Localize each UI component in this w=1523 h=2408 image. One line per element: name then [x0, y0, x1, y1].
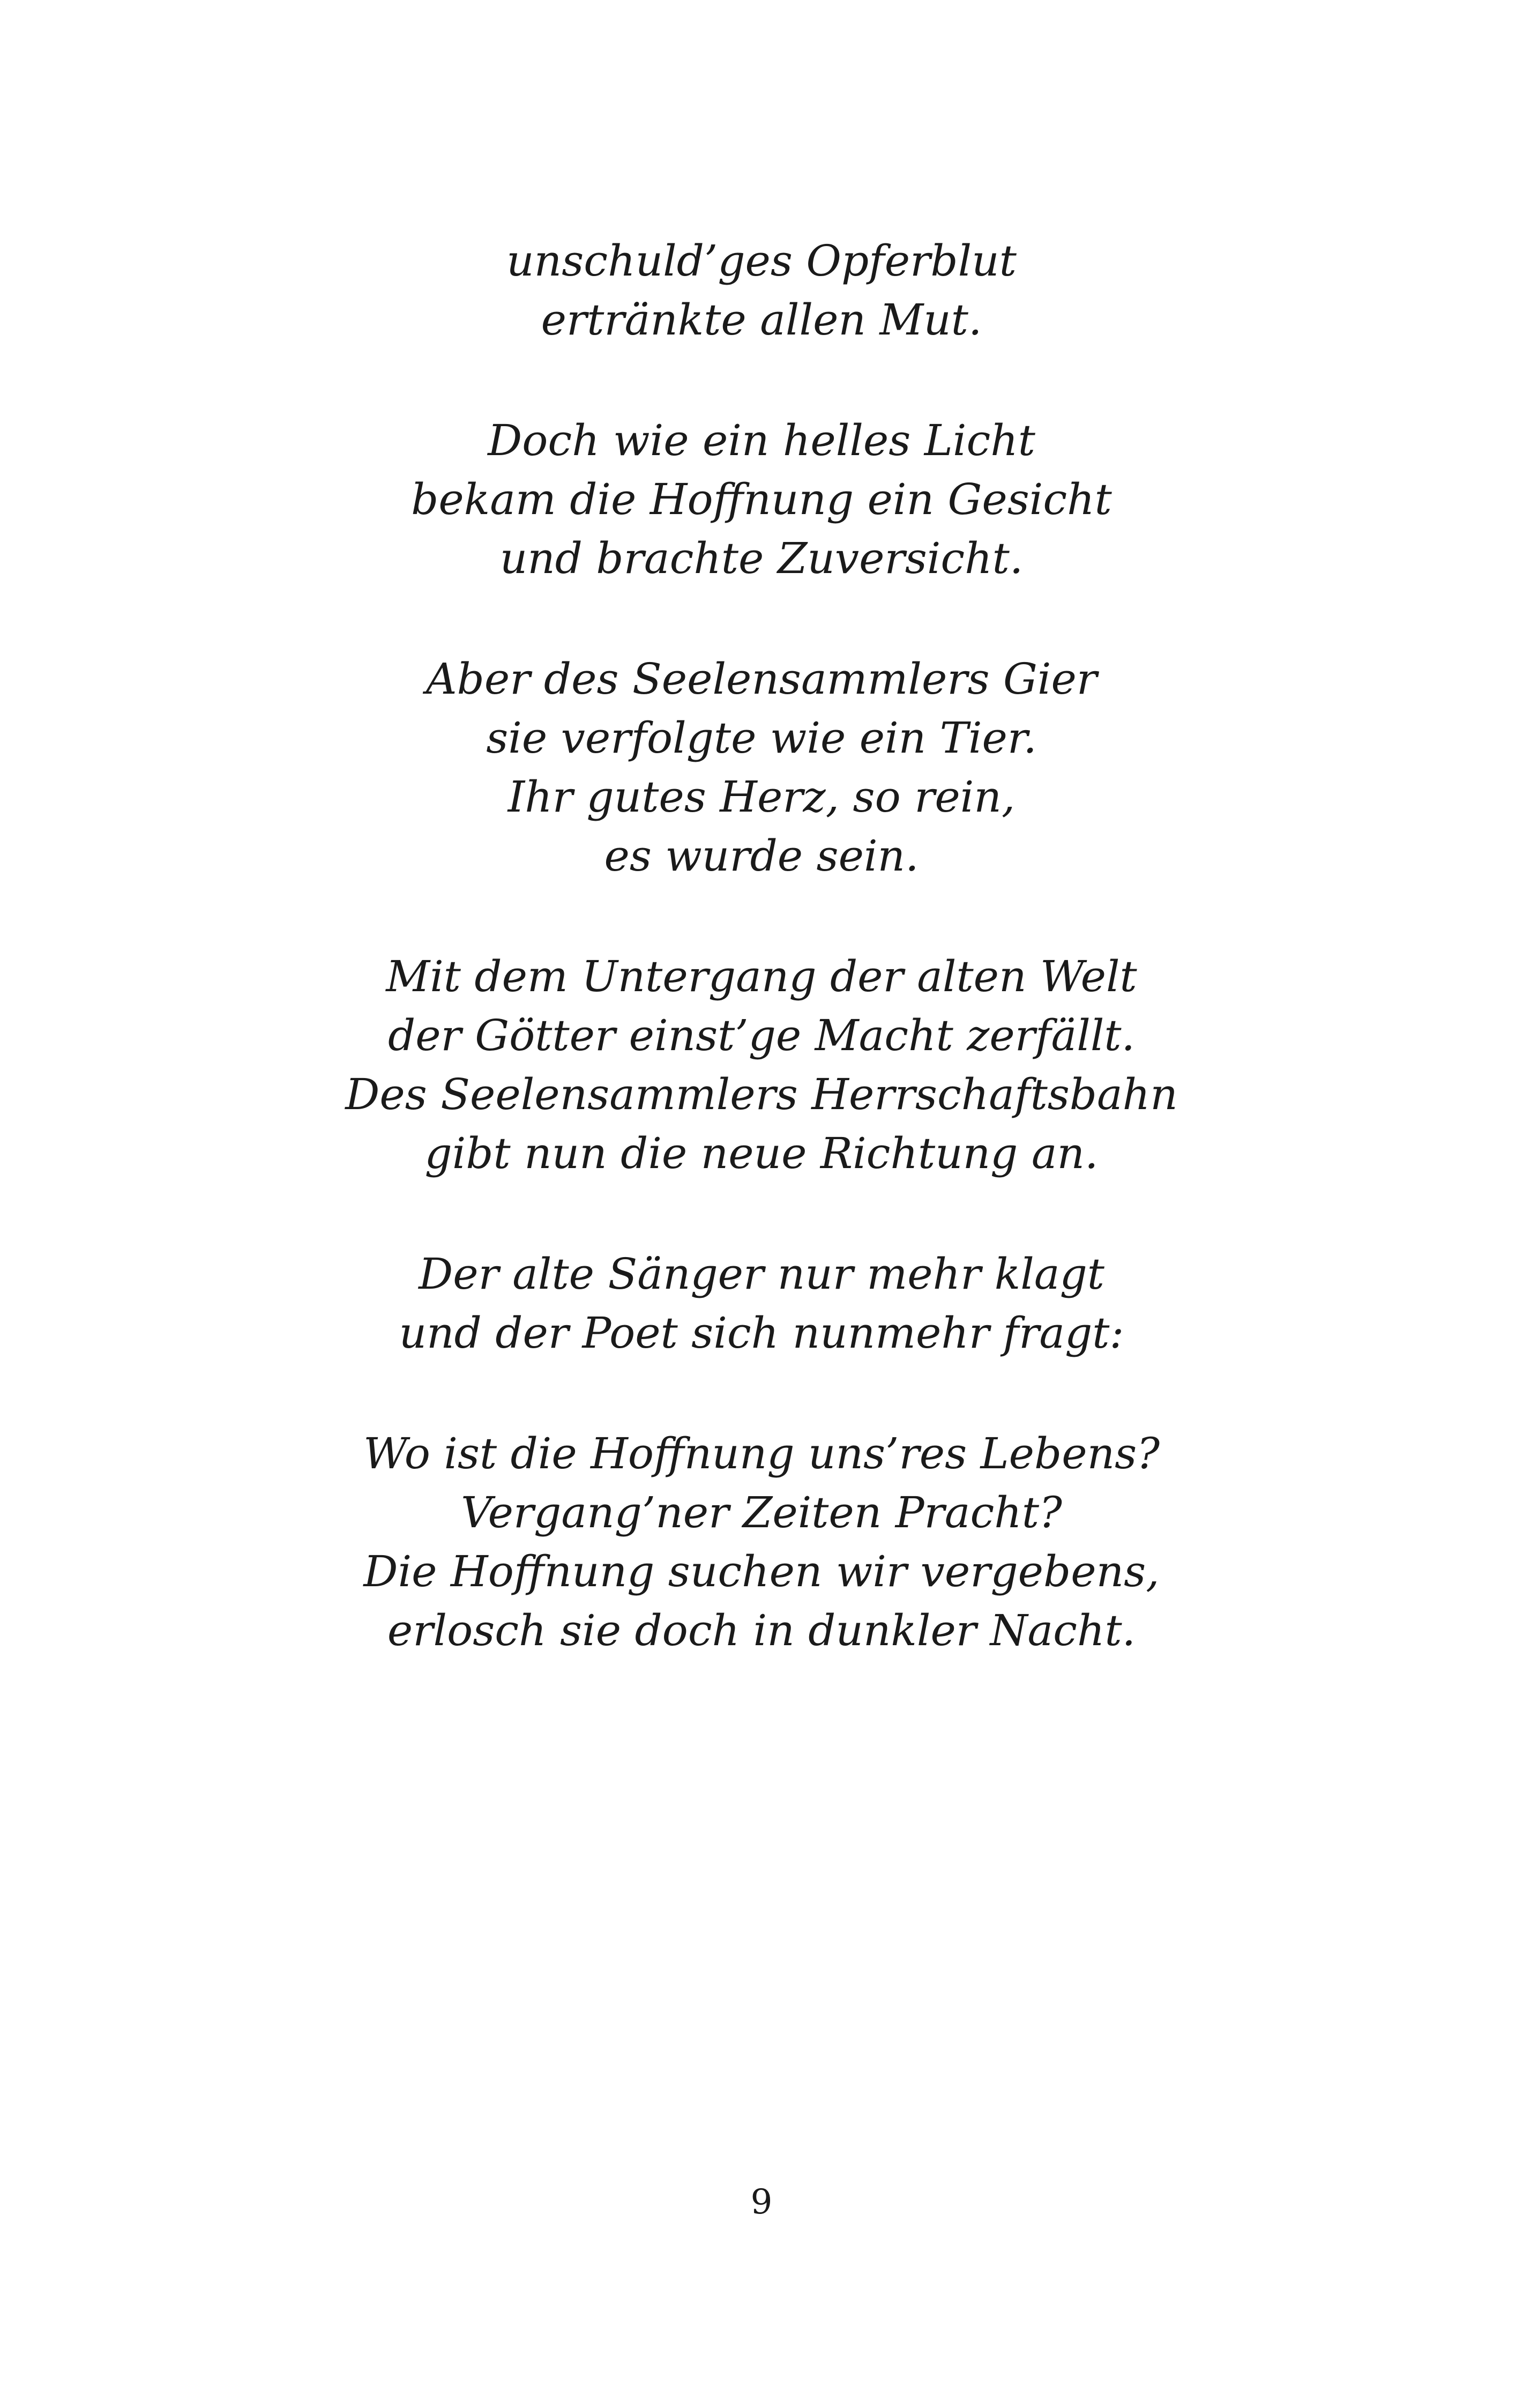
stanza: [0, 232, 1523, 350]
stanza: [0, 650, 1523, 886]
poem-line: bekam die Hoffnung ein Gesicht: [411, 474, 1112, 524]
poem-line: Des Seelensammlers Herrschaftsbahn: [345, 1069, 1178, 1119]
poem-line: Aber des Seelensammlers Gier: [425, 654, 1098, 704]
poem-line: Vergang’ner Zeiten Pracht?: [461, 1488, 1062, 1537]
poem-line: Wo ist die Hoffnung uns’res Lebens?: [363, 1429, 1160, 1478]
poem-line: ertränkte allen Mut.: [541, 295, 982, 345]
poem-line: Doch wie ein helles Licht: [488, 415, 1035, 465]
poem-line: und brachte Zuversicht.: [499, 533, 1024, 583]
poem-line: Die Hoffnung suchen wir vergebens,: [363, 1547, 1160, 1596]
poem-line: sie verfolgte wie ein Tier.: [486, 713, 1037, 763]
poem-line: es wurde sein.: [604, 831, 919, 881]
stanza: [0, 947, 1523, 1183]
poem-text: [0, 232, 1523, 1722]
poem-line: Mit dem Untergang der alten Welt: [386, 952, 1137, 1001]
stanza: [0, 1245, 1523, 1363]
poem-line: unschuld’ges Opferblut: [506, 236, 1017, 286]
stanza: [0, 1424, 1523, 1660]
page-number: 9: [750, 2182, 773, 2222]
poem-line: und der Poet sich nunmehr fragt:: [399, 1308, 1124, 1358]
poem-line: der Götter einst’ge Macht zerfällt.: [388, 1010, 1135, 1060]
poem-line: Ihr gutes Herz, so rein,: [507, 772, 1016, 822]
stanza: [0, 411, 1523, 588]
poem-line: Der alte Sänger nur mehr klagt: [419, 1249, 1104, 1299]
poem-line: gibt nun die neue Richtung an.: [424, 1128, 1099, 1178]
poem-line: erlosch sie doch in dunkler Nacht.: [387, 1606, 1136, 1655]
